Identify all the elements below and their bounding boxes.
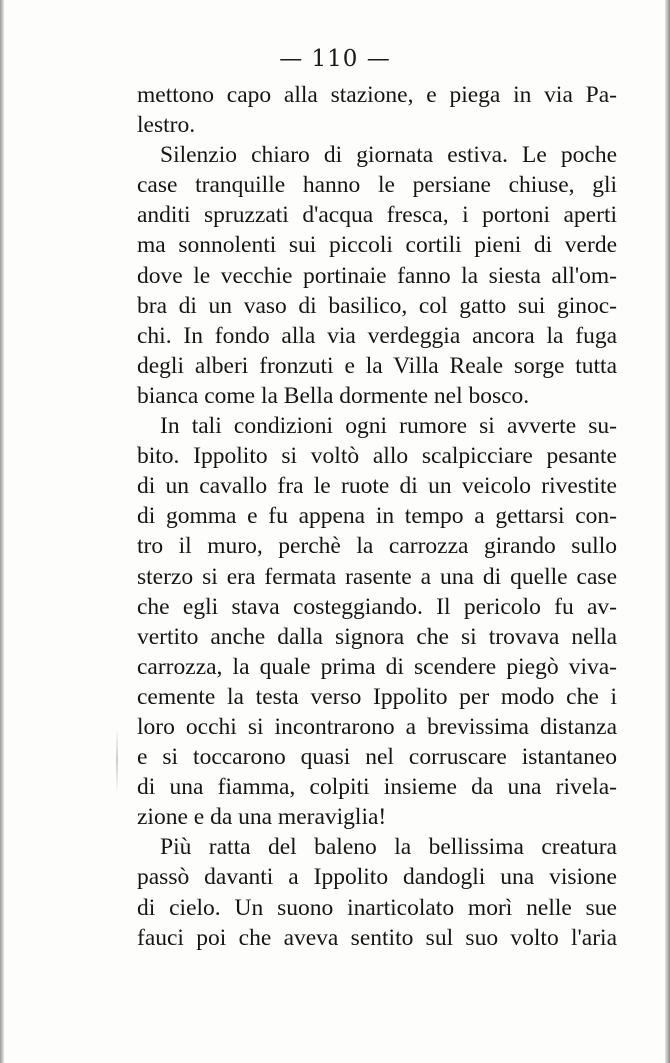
paragraph	[137, 411, 617, 832]
text-line: lestro.	[137, 112, 196, 139]
text-line: tro il muro, perchè la carrozza girando sullo	[137, 533, 617, 560]
page-number: — 110 —	[279, 46, 391, 72]
text-line: case tranquille hanno le persiane chiuse, gli	[137, 172, 617, 199]
text-line: carrozza, la quale prima di scendere piegò viva-	[137, 653, 617, 680]
text-line: bianca come la Bella dormente nel bosco.	[137, 382, 530, 409]
text-line: cemente la testa verso Ippolito per modo che i	[137, 683, 617, 710]
text-line: mettono capo alla stazione, e piega in via Pa-	[137, 82, 617, 108]
text-line: zione e da una meraviglia!	[137, 804, 387, 831]
text-line: bra di un vaso di basilico, col gatto sui ginoc-	[137, 292, 617, 319]
text-line: che egli stava costeggiando. Il pericolo fu av-	[137, 593, 617, 620]
page-fold-mark	[116, 728, 118, 794]
text-line: di cielo. Un suono inarticolato morì nelle sue	[137, 894, 617, 921]
text-line: loro occhi si incontrarono a brevissima distanza	[137, 713, 617, 740]
text-line: chi. In fondo alla via verdeggia ancora la fuga	[137, 322, 617, 349]
text-line: Silenzio chiaro di giornata estiva. Le poche	[160, 142, 617, 169]
text-line: di una fiamma, colpiti insieme da una rivela-	[137, 774, 617, 801]
text-line: ma sonnolenti sui piccoli cortili pieni di verde	[137, 232, 617, 259]
text-line: di gomma e fu appena in tempo a gettarsi con-	[137, 503, 617, 530]
body-text	[137, 80, 617, 953]
text-line: vertito anche dalla signora che si trovava nella	[137, 623, 617, 650]
paragraph	[137, 80, 617, 140]
text-line: Più ratta del baleno la bellissima creatura	[160, 834, 617, 861]
text-line: dove le vecchie portinaie fanno la siesta all'om-	[137, 262, 617, 289]
paragraph	[137, 832, 617, 952]
text-line: bito. Ippolito si voltò allo scalpicciare pesante	[137, 443, 617, 470]
text-line: fauci poi che aveva sentito sul suo volto l'aria	[137, 924, 617, 951]
text-line: passò davanti a Ippolito dandogli una visione	[137, 864, 617, 891]
page-right-edge	[665, 0, 670, 1063]
text-line: In tali condizioni ogni rumore si avverte su-	[160, 413, 617, 440]
text-line: sterzo si era fermata rasente a una di quelle case	[137, 563, 617, 590]
text-line: degli alberi fronzuti e la Villa Reale sorge tutta	[137, 352, 617, 379]
text-line: e si toccarono quasi nel corruscare istantaneo	[137, 744, 617, 771]
paragraph	[137, 140, 617, 411]
text-line: di un cavallo fra le ruote di un veicolo rivestite	[137, 473, 617, 500]
page-left-edge	[0, 0, 4, 1063]
text-line: anditi spruzzati d'acqua fresca, i portoni aperti	[137, 202, 617, 229]
